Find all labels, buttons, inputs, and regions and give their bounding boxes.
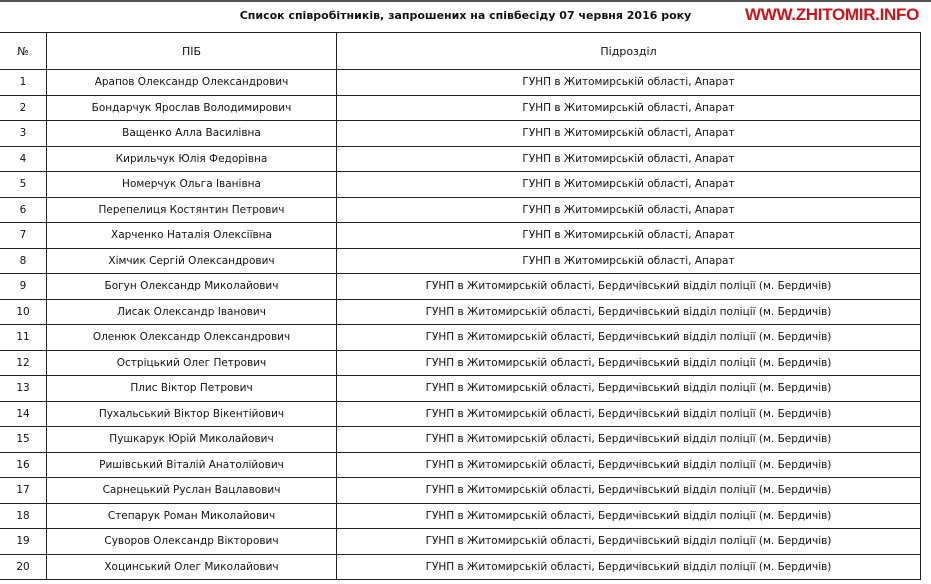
- table-row: [0, 427, 921, 453]
- table-row: [0, 350, 921, 376]
- cell-unit: ГУНП в Житомирській області, Апарат: [337, 197, 921, 223]
- table-row: [0, 401, 921, 427]
- cell-unit: ГУНП в Житомирській області, Бердичівський відділ поліції (м. Бердичів): [337, 350, 921, 376]
- cell-name: Хімчик Сергій Олександрович: [47, 248, 337, 274]
- cell-name: Оленюк Олександр Олександрович: [47, 325, 337, 351]
- cell-number: 9: [0, 274, 47, 300]
- cell-number: 4: [0, 146, 47, 172]
- cell-number: 8: [0, 248, 47, 274]
- cell-number: 15: [0, 427, 47, 453]
- cell-unit: ГУНП в Житомирській області, Бердичівський відділ поліції (м. Бердичів): [337, 299, 921, 325]
- cell-name: Бондарчук Ярослав Володимирович: [47, 95, 337, 121]
- table-row: [0, 121, 921, 147]
- cell-number: 12: [0, 350, 47, 376]
- cell-unit: ГУНП в Житомирській області, Апарат: [337, 146, 921, 172]
- table-row: [0, 452, 921, 478]
- cell-name: Арапов Олександр Олександрович: [47, 70, 337, 96]
- cell-number: 2: [0, 95, 47, 121]
- cell-name: Харченко Наталія Олексіївна: [47, 223, 337, 249]
- cell-number: 3: [0, 121, 47, 147]
- table-row: [0, 146, 921, 172]
- cell-name: Степарук Роман Миколайович: [47, 503, 337, 529]
- cell-name: Сарнецький Руслан Вацлавович: [47, 478, 337, 504]
- cell-unit: ГУНП в Житомирській області, Апарат: [337, 248, 921, 274]
- cell-number: 19: [0, 529, 47, 555]
- cell-number: 10: [0, 299, 47, 325]
- cell-number: 18: [0, 503, 47, 529]
- table-row: [0, 95, 921, 121]
- cell-number: 6: [0, 197, 47, 223]
- table-header-row: [0, 33, 921, 70]
- cell-unit: ГУНП в Житомирській області, Бердичівський відділ поліції (м. Бердичів): [337, 376, 921, 402]
- cell-unit: ГУНП в Житомирській області, Апарат: [337, 121, 921, 147]
- cell-name: Лисак Олександр Іванович: [47, 299, 337, 325]
- cell-unit: ГУНП в Житомирській області, Апарат: [337, 95, 921, 121]
- cell-number: 11: [0, 325, 47, 351]
- table-row: [0, 274, 921, 300]
- cell-name: Ришівський Віталій Анатолійович: [47, 452, 337, 478]
- cell-number: 17: [0, 478, 47, 504]
- cell-unit: ГУНП в Житомирській області, Бердичівський відділ поліції (м. Бердичів): [337, 427, 921, 453]
- cell-number: 1: [0, 70, 47, 96]
- cell-unit: ГУНП в Житомирській області, Бердичівський відділ поліції (м. Бердичів): [337, 554, 921, 580]
- cell-number: 5: [0, 172, 47, 198]
- table-row: [0, 503, 921, 529]
- cell-number: 7: [0, 223, 47, 249]
- column-header-unit: Підрозділ: [337, 33, 921, 70]
- employee-table: [0, 32, 921, 580]
- table-row: [0, 554, 921, 580]
- table-row: [0, 325, 921, 351]
- table-row: [0, 223, 921, 249]
- table-row: [0, 70, 921, 96]
- cell-name: Богун Олександр Миколайович: [47, 274, 337, 300]
- cell-number: 14: [0, 401, 47, 427]
- cell-name: Плис Віктор Петрович: [47, 376, 337, 402]
- column-header-number: №: [0, 33, 47, 70]
- cell-number: 16: [0, 452, 47, 478]
- cell-name: Перепелиця Костянтин Петрович: [47, 197, 337, 223]
- cell-name: Номерчук Ольга Іванівна: [47, 172, 337, 198]
- cell-unit: ГУНП в Житомирській області, Бердичівський відділ поліції (м. Бердичів): [337, 529, 921, 555]
- cell-unit: ГУНП в Житомирській області, Бердичівський відділ поліції (м. Бердичів): [337, 503, 921, 529]
- cell-unit: ГУНП в Житомирській області, Апарат: [337, 70, 921, 96]
- document-title: Список співробітників, запрошених на співбесіду 07 червня 2016 року: [0, 0, 931, 28]
- table-row: [0, 172, 921, 198]
- cell-unit: ГУНП в Житомирській області, Бердичівський відділ поліції (м. Бердичів): [337, 452, 921, 478]
- cell-name: Кирильчук Юлія Федорівна: [47, 146, 337, 172]
- cell-unit: ГУНП в Житомирській області, Бердичівський відділ поліції (м. Бердичів): [337, 478, 921, 504]
- watermark-logo: WWW.ZHITOMIR.INFO: [745, 5, 919, 24]
- cell-unit: ГУНП в Житомирській області, Бердичівський відділ поліції (м. Бердичів): [337, 325, 921, 351]
- cell-unit: ГУНП в Житомирській області, Апарат: [337, 172, 921, 198]
- cell-name: Острiцький Олег Петрович: [47, 350, 337, 376]
- cell-name: Суворов Олександр Вікторович: [47, 529, 337, 555]
- cell-name: Хоцинський Олег Миколайович: [47, 554, 337, 580]
- cell-name: Пушкарук Юрій Миколайович: [47, 427, 337, 453]
- table-row: [0, 197, 921, 223]
- cell-number: 20: [0, 554, 47, 580]
- cell-name: Пухальський Віктор Вікентійович: [47, 401, 337, 427]
- cell-unit: ГУНП в Житомирській області, Бердичівський відділ поліції (м. Бердичів): [337, 401, 921, 427]
- table-row: [0, 248, 921, 274]
- table-row: [0, 478, 921, 504]
- cell-unit: ГУНП в Житомирській області, Апарат: [337, 223, 921, 249]
- table-row: [0, 376, 921, 402]
- cell-unit: ГУНП в Житомирській області, Бердичівський відділ поліції (м. Бердичів): [337, 274, 921, 300]
- table-row: [0, 529, 921, 555]
- table-row: [0, 299, 921, 325]
- cell-number: 13: [0, 376, 47, 402]
- column-header-name: ПІБ: [47, 33, 337, 70]
- cell-name: Ващенко Алла Василівна: [47, 121, 337, 147]
